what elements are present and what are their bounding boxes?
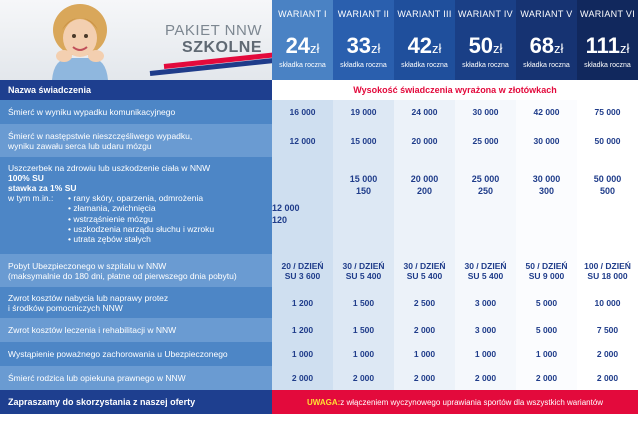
package-title-line1: PAKIET NNW [165,22,262,39]
value-cell: 1 000 [333,342,394,366]
variant-name: WARIANT I [278,9,327,19]
row-label: Śmierć w wyniku wypadku komunikacyjnego [0,100,272,124]
value-cell: 2 000 [333,366,394,390]
footer-note [272,390,638,414]
value-cell: 30 / DZIEŃ SU 5 400 [333,254,394,287]
value-cell: 30 000 [455,100,516,124]
table-row [0,124,638,157]
header [0,0,638,80]
value-cell: 100 / DZIEŃ SU 18 000 [577,254,638,287]
value-cell: 20 000 [394,124,455,157]
row-label: Wystąpienie poważnego zachorowania u Ubezpieczonego [0,342,272,366]
variant-price: 68zł [529,33,564,58]
package-title [165,22,262,57]
value-cell: 75 000 [577,100,638,124]
list-item: • utrata zębów stałych [68,234,151,245]
table-row [0,287,638,318]
table-row [0,254,638,287]
variant-sub: składka roczna [584,62,631,69]
variant-5-header [516,0,577,80]
footer-note-text: z włączeniem wyczynowego uprawiania sportów dla wszystkich wariantów [340,397,604,407]
value-cell: 2 000 [516,366,577,390]
table-head-values: Wysokość świadczenia wyrażona w złotówkach [272,80,638,100]
value-cell: 1 000 [455,342,516,366]
value-cell: 7 500 [577,318,638,342]
row-label: Śmierć w następstwie nieszczęśliwego wypadku, wyniku zawału serca lub udaru mózgu [0,124,272,157]
variant-sub: składka roczna [523,62,570,69]
value-cell: 15 000 [333,124,394,157]
list-item: • złamania, zwichnięcia [68,203,156,214]
row-label: Zwrot kosztów leczenia i rehabilitacji w NNW [0,318,272,342]
value-cell: 25 000 250 [455,157,516,254]
variant-3-header [394,0,455,80]
row-label: Pobyt Ubezpieczonego w szpitalu w NNW (maksymalnie do 180 dni, płatne od pierwszego dnia pobytu) [0,254,272,287]
row-label: Zwrot kosztów nabycia lub naprawy protez i środków pomocniczych NNW [0,287,272,318]
value-cell: 2 000 [577,366,638,390]
value-cell: 1 000 [516,342,577,366]
row-label: Uszczerbek na zdrowiu lub uszkodzenie ciała w NNW 100% SU stawka za 1% SU w tym m.in.: • rany skóry, oparzenia, odmrożenia • złamania, zwichnięcia • wstrząśnienie mózgu • uszkodzenia narządu słuchu i wzroku • utrata zębów stałych [0,157,272,254]
value-cell: 20 000 200 [394,157,455,254]
variant-6-header [577,0,638,80]
list-item: • uszkodzenia narządu słuchu i wzroku [68,223,215,234]
value-cell: 1 500 [333,318,394,342]
value-cell: 12 000 [272,124,333,157]
variant-price: 24zł [285,33,320,58]
variant-name: WARIANT II [337,9,390,19]
value-cell: 19 000 [333,100,394,124]
value-cell: 1 200 [272,318,333,342]
variant-sub: składka roczna [340,62,387,69]
footer-uwaga: UWAGA: [306,397,341,407]
value-cell: 25 000 [455,124,516,157]
value-cell: 50 / DZIEŃ SU 9 000 [516,254,577,287]
value-cell: 42 000 [516,100,577,124]
value-cell: 5 000 [516,318,577,342]
table-row [0,100,638,124]
table-head-label: Nazwa świadczenia [0,80,272,100]
variant-sub: składka roczna [401,62,448,69]
header-banner [0,0,272,80]
list-item: • wstrząśnienie mózgu [68,213,153,224]
variant-price: 50zł [468,33,503,58]
value-cell: 2 000 [577,342,638,366]
variant-name: WARIANT VI [579,9,635,19]
value-cell: 1 200 [272,287,333,318]
value-cell: 2 000 [394,318,455,342]
value-cell: 30 000 [516,124,577,157]
value-cell: 1 500 [333,287,394,318]
value-cell: 16 000 [272,100,333,124]
value-cell: 24 000 [394,100,455,124]
variant-name: WARIANT III [397,9,452,19]
value-cell: 20 / DZIEŃ SU 3 600 [272,254,333,287]
value-cell: 2 000 [455,366,516,390]
variant-2-header [333,0,394,80]
table-footer-row [0,390,638,414]
variant-4-header [455,0,516,80]
variant-price: 111zł [585,33,630,58]
variant-1-header [272,0,333,80]
value-cell: 1 000 [394,342,455,366]
variant-sub: składka roczna [462,62,509,69]
footer-label: Zapraszamy do skorzystania z naszej oferty [0,390,272,414]
value-cell: 50 000 500 [577,157,638,254]
value-cell: 1 000 [272,342,333,366]
value-cell: 3 000 [455,287,516,318]
list-item: • rany skóry, oparzenia, odmrożenia [68,193,204,203]
value-cell: 2 000 [394,366,455,390]
value-cell: 3 000 [455,318,516,342]
value-cell: 30 / DZIEŃ SU 5 400 [455,254,516,287]
table-head-row [0,80,638,100]
table-row [0,157,638,254]
variant-sub: składka roczna [279,62,326,69]
table-row [0,366,638,390]
value-cell: 30 / DZIEŃ SU 5 400 [394,254,455,287]
variant-name: WARIANT V [520,9,573,19]
injury-list: w tym m.in.: • rany skóry, oparzenia, odmrożenia • złamania, zwichnięcia • wstrząśnienie mózgu • uszkodzenia narządu słuchu i wzroku • utrata zębów stałych [8,193,215,245]
value-cell: 10 000 [577,287,638,318]
variant-price: 33zł [346,33,381,58]
value-cell: 15 000 150 [333,157,394,254]
package-title-line2: SZKOLNE [182,39,262,56]
table-row [0,318,638,342]
value-cell: 12 000 120 [272,157,333,254]
value-cell: 2 000 [272,366,333,390]
value-cell: 30 000 300 [516,157,577,254]
row-label: Śmierć rodzica lub opiekuna prawnego w NNW [0,366,272,390]
value-cell: 50 000 [577,124,638,157]
variant-price: 42zł [407,33,442,58]
value-cell: 5 000 [516,287,577,318]
table-row [0,342,638,366]
child-photo [40,0,120,80]
value-cell: 2 500 [394,287,455,318]
variant-name: WARIANT IV [457,9,513,19]
